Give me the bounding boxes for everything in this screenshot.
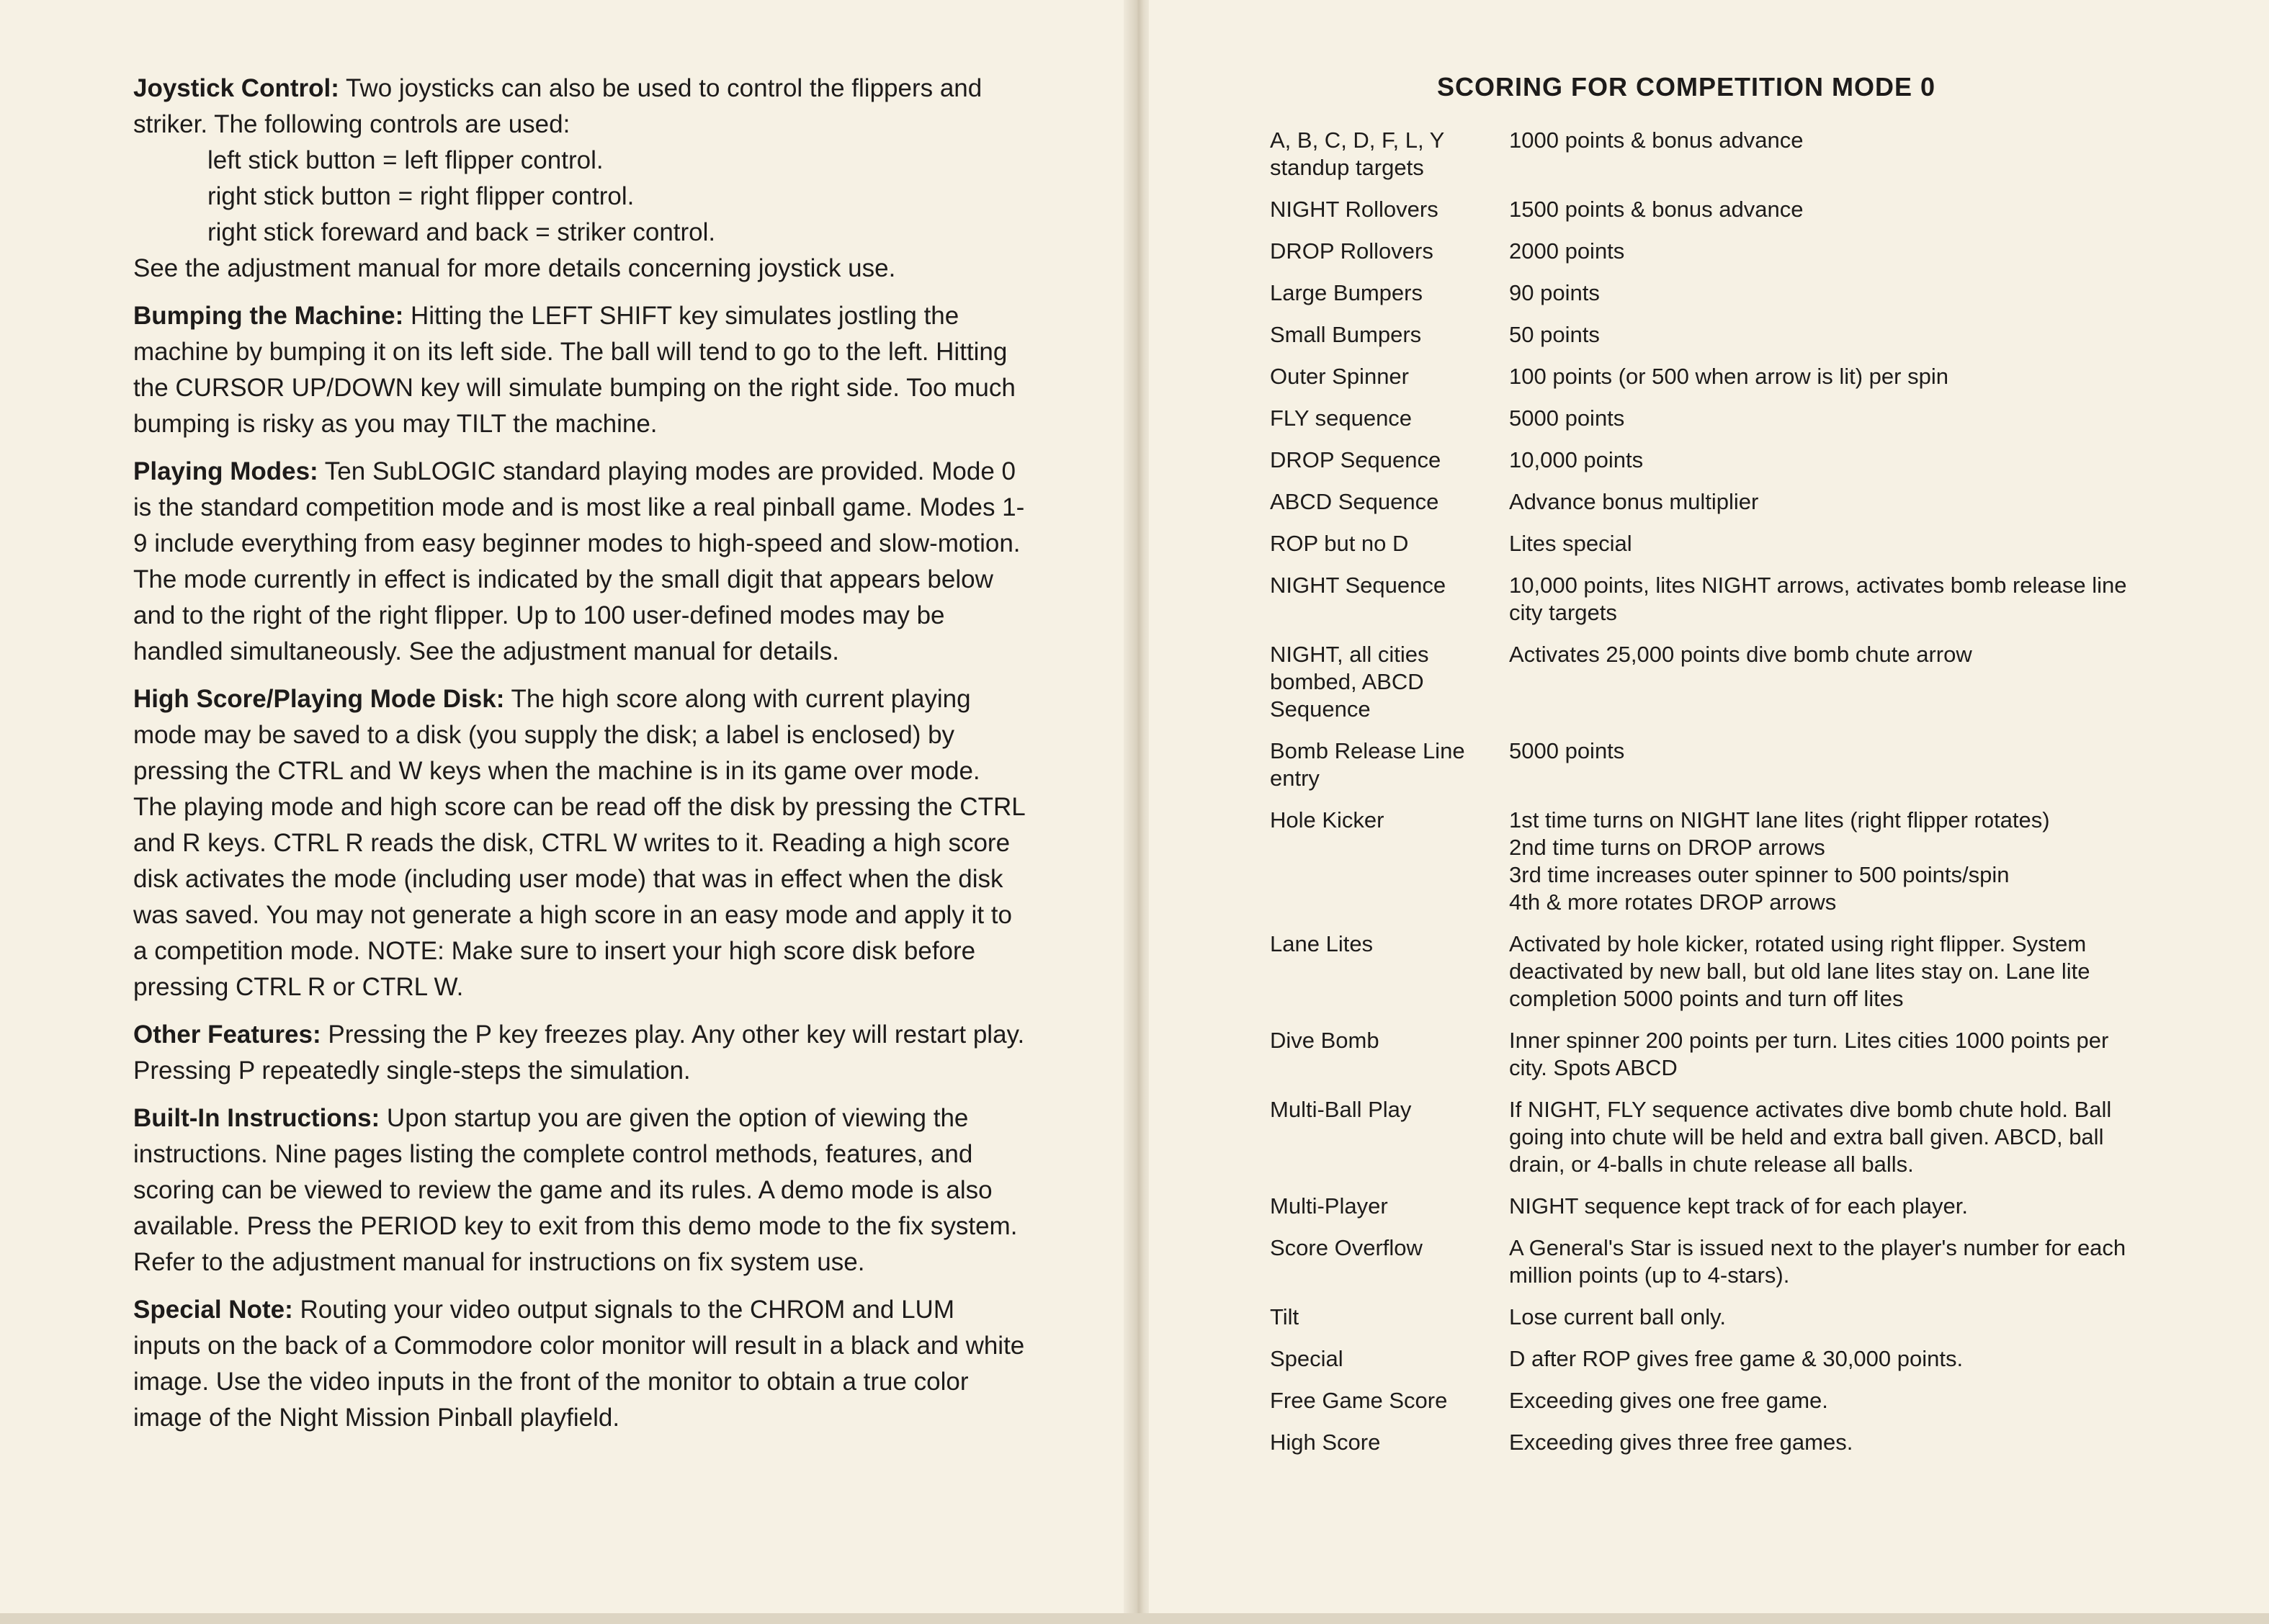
table-row [1270, 1429, 2129, 1471]
scoring-value: 1500 points & bonus advance [1509, 197, 1804, 222]
joystick-controls [133, 143, 1026, 251]
table-row [1270, 279, 2129, 321]
table-row [1270, 807, 2129, 930]
special-note-heading: Special Note: [133, 1296, 293, 1324]
scoring-item: Score Overflow [1270, 1235, 1423, 1260]
scoring-value: 5000 points [1509, 738, 1625, 763]
scoring-value: 10,000 points, lites NIGHT arrows, activates bomb release line city targets [1509, 573, 2127, 625]
scoring-item: A, B, C, D, F, L, Y standup targets [1270, 127, 1444, 180]
left-page [0, 0, 1134, 1613]
scoring-item: DROP Rollovers [1270, 238, 1433, 264]
joystick-text: Two joysticks can also be used to control the flippers and striker. The following controls are used: [133, 74, 983, 138]
scoring-value: If NIGHT, FLY sequence activates dive bomb chute hold. Ball going into chute will be held and extra ball given. ABCD, ball drain, or 4-balls in chute release all balls. [1509, 1097, 2112, 1177]
scoring-value: Exceeding gives one free game. [1509, 1388, 1828, 1413]
table-row [1270, 196, 2129, 238]
built-in-instructions-text: Upon startup you are given the option of viewing the instructions. Nine pages listing the complete control methods, features, and scoring can be viewed to review the game and its rules. A demo mode is also available. Press the PERIOD key to exit from this demo mode to the fix system. Refer to the adjustment manual for instructions on fix system use. [133, 1104, 1018, 1276]
table-row [1270, 1387, 2129, 1429]
scoring-value: Inner spinner 200 points per turn. Lites cities 1000 points per city. Spots ABCD [1509, 1028, 2109, 1080]
scoring-value: 10,000 points [1509, 447, 1644, 472]
table-row [1270, 1234, 2129, 1304]
scoring-value: Activated by hole kicker, rotated using right flipper. System deactivated by new ball, but old lane lites stay on. Lane lite completion 5000 points and turn off lites [1509, 931, 2090, 1011]
bumping-text: Hitting the LEFT SHIFT key simulates jostling the machine by bumping it on its left side. The ball will tend to go to the left. Hitting the CURSOR UP/DOWN key will simulate bumping on the right side. Too much bumping is risky as you may TILT the machine. [133, 302, 1016, 438]
high-score-disk-heading: High Score/Playing Mode Disk: [133, 685, 505, 713]
special-note-text: Routing your video output signals to the CHROM and LUM inputs on the back of a Commodore color monitor will result in a black and white image. Use the video inputs in the front of the monitor to obtain a true color image of the Night Mission Pinball playfield. [133, 1296, 1025, 1432]
other-features-text: Pressing the P key freezes play. Any other key will restart play. Pressing P repeatedly single-steps the simulation. [133, 1020, 1025, 1085]
scoring-item: NIGHT Sequence [1270, 573, 1446, 598]
scoring-item: ROP but no D [1270, 531, 1409, 556]
page-title: SCORING FOR COMPETITION MODE 0 [1437, 72, 1936, 102]
table-row [1270, 1193, 2129, 1234]
table-row [1270, 641, 2129, 737]
scoring-value: NIGHT sequence kept track of for each player. [1509, 1193, 1968, 1219]
joystick-control-line: right stick foreward and back = striker control. [207, 218, 716, 246]
scoring-value: A General's Star is issued next to the player's number for each million points (up to 4-stars). [1509, 1235, 2126, 1288]
playing-modes-heading: Playing Modes: [133, 457, 318, 485]
table-row [1270, 405, 2129, 447]
scoring-value: 2000 points [1509, 238, 1625, 264]
scoring-item: Multi-Ball Play [1270, 1097, 1412, 1122]
scoring-value: 1000 points & bonus advance [1509, 127, 1804, 153]
special-note-section [133, 1292, 1026, 1436]
page-bottom-edge [0, 1613, 2269, 1624]
bumping-section [133, 298, 1026, 442]
table-row [1270, 530, 2129, 572]
joystick-section [133, 71, 1026, 287]
table-row [1270, 127, 2129, 196]
scoring-item: Free Game Score [1270, 1388, 1448, 1413]
table-row [1270, 1345, 2129, 1387]
bumping-heading: Bumping the Machine: [133, 302, 404, 330]
scoring-value: Advance bonus multiplier [1509, 489, 1759, 514]
table-row [1270, 1304, 2129, 1345]
scoring-item: DROP Sequence [1270, 447, 1441, 472]
scoring-value: 5000 points [1509, 405, 1625, 431]
table-row [1270, 737, 2129, 807]
other-features-heading: Other Features: [133, 1020, 321, 1049]
instructions-column [133, 71, 1026, 1448]
scoring-item: Bomb Release Line entry [1270, 738, 1465, 791]
scoring-item: NIGHT, all cities bombed, ABCD Sequence [1270, 642, 1429, 722]
scoring-item: Hole Kicker [1270, 807, 1384, 833]
table-row [1270, 238, 2129, 279]
scoring-table [1270, 127, 2129, 1471]
scoring-value: Activates 25,000 points dive bomb chute arrow [1509, 642, 1972, 667]
scoring-item: Outer Spinner [1270, 364, 1409, 389]
table-row [1270, 572, 2129, 641]
table-row [1270, 1027, 2129, 1096]
book-gutter [1124, 0, 1153, 1613]
scoring-value: 90 points [1509, 280, 1600, 305]
table-row [1270, 488, 2129, 530]
table-row [1270, 930, 2129, 1027]
scoring-value [1509, 807, 2129, 930]
other-features-section [133, 1017, 1026, 1089]
scoring-value-line: 1st time turns on NIGHT lane lites (right flipper rotates) [1509, 807, 2050, 833]
scoring-item: Lane Lites [1270, 931, 1374, 956]
scoring-item: High Score [1270, 1430, 1381, 1455]
table-row [1270, 1096, 2129, 1193]
joystick-heading: Joystick Control: [133, 74, 339, 102]
scoring-item: Tilt [1270, 1304, 1299, 1329]
scoring-value: Lites special [1509, 531, 1632, 556]
scoring-item: NIGHT Rollovers [1270, 197, 1438, 222]
high-score-disk-section [133, 681, 1026, 1005]
scoring-item: Multi-Player [1270, 1193, 1388, 1219]
playing-modes-text: Ten SubLOGIC standard playing modes are provided. Mode 0 is the standard competition mode and is most like a real pinball game. Modes 1-9 include everything from easy beginner modes to high-speed and slow-motion. The mode currently in effect is indicated by the small digit that appears below and to the right of the right flipper. Up to 100 user-defined modes may be handled simultaneously. See the adjustment manual for details. [133, 457, 1025, 665]
scoring-item: Dive Bomb [1270, 1028, 1379, 1053]
scoring-value: Exceeding gives three free games. [1509, 1430, 1853, 1455]
joystick-control-line: left stick button = left flipper control. [207, 146, 604, 174]
table-row [1270, 447, 2129, 488]
scoring-value: 50 points [1509, 322, 1600, 347]
playing-modes-section [133, 454, 1026, 670]
scoring-value: D after ROP gives free game & 30,000 points. [1509, 1346, 1964, 1371]
scoring-item: Large Bumpers [1270, 280, 1423, 305]
joystick-control-line: right stick button = right flipper control. [207, 182, 635, 210]
built-in-instructions-heading: Built-In Instructions: [133, 1104, 380, 1132]
scoring-value: Lose current ball only. [1509, 1304, 1726, 1329]
table-row [1270, 321, 2129, 363]
high-score-disk-text: The high score along with current playing mode may be saved to a disk (you supply the disk; a label is enclosed) by pressing the CTRL and W keys when the machine is in its game over mode. The playing mode and high score can be read off the disk by pressing the CTRL and R keys. CTRL R reads the disk, CTRL W writes to it. Reading a high score disk activates the mode (including user mode) that was in effect when the disk was saved. You may not generate a high score in an easy mode and apply it to a competition mode. NOTE: Make sure to insert your high score disk before pressing CTRL R or CTRL W. [133, 685, 1025, 1001]
right-page [1149, 0, 2269, 1613]
scoring-item: Special [1270, 1346, 1343, 1371]
scoring-value: 100 points (or 500 when arrow is lit) per spin [1509, 364, 1948, 389]
joystick-footer: See the adjustment manual for more details concerning joystick use. [133, 254, 896, 282]
scoring-item: Small Bumpers [1270, 322, 1422, 347]
scoring-value-line: 4th & more rotates DROP arrows [1509, 889, 1837, 915]
scoring-item: FLY sequence [1270, 405, 1413, 431]
table-row [1270, 363, 2129, 405]
scoring-value-line: 3rd time increases outer spinner to 500 points/spin [1509, 862, 2010, 887]
built-in-instructions-section [133, 1100, 1026, 1280]
scoring-item: ABCD Sequence [1270, 489, 1439, 514]
scoring-value-line: 2nd time turns on DROP arrows [1509, 835, 1825, 860]
